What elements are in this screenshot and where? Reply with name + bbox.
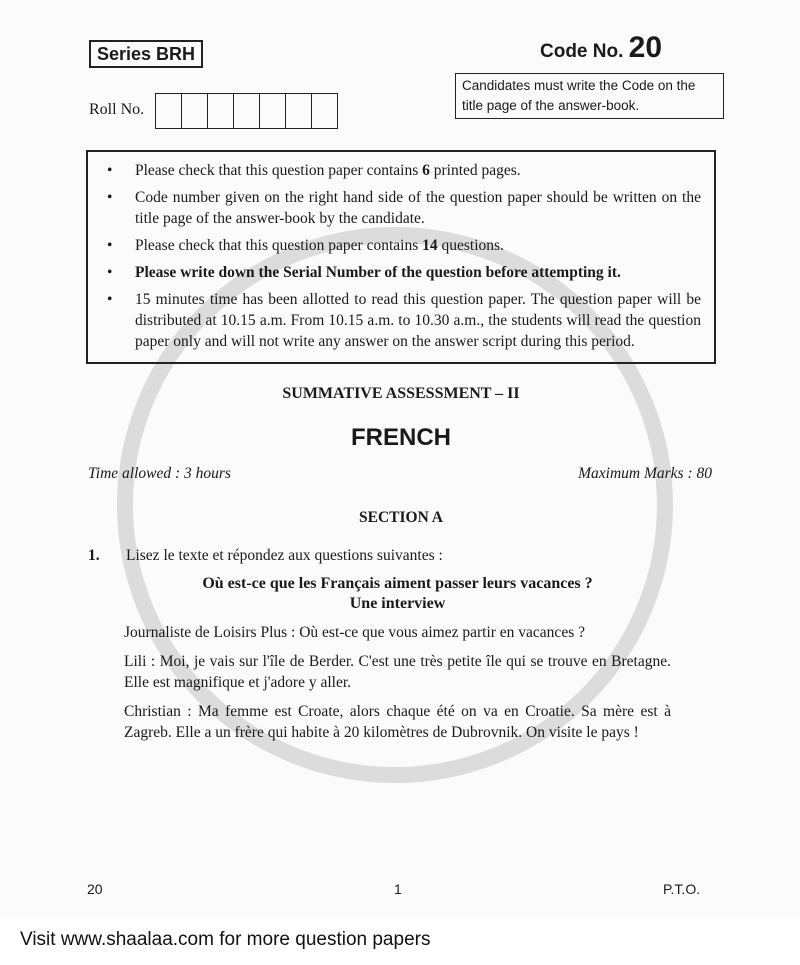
page-number: 1 bbox=[394, 881, 402, 897]
bullet-icon: • bbox=[107, 237, 113, 254]
visit-banner: Visit www.shaalaa.com for more question papers bbox=[20, 929, 431, 950]
passage-paragraph: Journaliste de Loisirs Plus : Où est-ce que vous aimez partir en vacances ? bbox=[124, 624, 585, 641]
passage-title: Où est-ce que les Français aiment passer leurs vacances ? bbox=[202, 575, 593, 592]
instruction-item bbox=[101, 187, 701, 229]
code-label: Code No. bbox=[540, 41, 624, 62]
instruction-item bbox=[101, 262, 701, 283]
instruction-text-bold: 14 bbox=[422, 237, 438, 254]
series-label: Series BRH bbox=[89, 40, 203, 68]
roll-box[interactable] bbox=[208, 93, 234, 129]
assessment-title: SUMMATIVE ASSESSMENT – II bbox=[282, 385, 520, 402]
code-note: Candidates must write the Code on the title page of the answer-book. bbox=[455, 73, 724, 119]
passage-paragraph: Lili : Moi, je vais sur l'île de Berder. C'est une très petite île qui se trouve en Bretagne. Elle est magnifique et j'adore y aller. bbox=[124, 653, 671, 691]
footer-code: 20 bbox=[87, 881, 103, 897]
instruction-text-bold: Please write down the Serial Number of the question before attempting it. bbox=[135, 264, 621, 281]
bullet-icon: • bbox=[107, 189, 113, 206]
instructions-box bbox=[86, 150, 716, 364]
instruction-text-post: printed pages. bbox=[429, 162, 521, 179]
passage-paragraph: Christian : Ma femme est Croate, alors chaque été on va en Croatie. Sa mère est à Zagreb. Elle a un frère qui habite à 20 kilomètres de Dubrovnik. On visite le pays ! bbox=[124, 703, 671, 741]
section-title: SECTION A bbox=[359, 509, 443, 526]
roll-box[interactable] bbox=[286, 93, 312, 129]
instruction-text-pre: Code number given on the right hand side of the question paper should be written on the title page of the answer-book by the candidate. bbox=[135, 189, 701, 227]
question-prompt: Lisez le texte et répondez aux questions suivantes : bbox=[126, 547, 443, 564]
instruction-text-post: questions. bbox=[437, 237, 504, 254]
time-allowed: Time allowed : 3 hours bbox=[88, 465, 231, 482]
code-number bbox=[540, 30, 662, 66]
passage-subtitle: Une interview bbox=[349, 595, 446, 612]
bullet-icon: • bbox=[107, 291, 113, 308]
subject-title: FRENCH bbox=[351, 424, 451, 451]
bullet-icon: • bbox=[107, 162, 113, 179]
roll-box[interactable] bbox=[234, 93, 260, 129]
bullet-icon: • bbox=[107, 264, 113, 281]
instruction-item bbox=[101, 160, 701, 181]
question-number: 1. bbox=[88, 547, 100, 564]
instruction-text-pre: Please check that this question paper contains bbox=[135, 237, 423, 254]
roll-label: Roll No. bbox=[89, 101, 145, 118]
instruction-text-pre: Please check that this question paper contains bbox=[135, 162, 423, 179]
passage bbox=[124, 574, 671, 743]
roll-box[interactable] bbox=[156, 93, 182, 129]
instruction-item bbox=[101, 235, 701, 256]
roll-box[interactable] bbox=[260, 93, 286, 129]
pto-label: P.T.O. bbox=[663, 881, 701, 897]
exam-meta-row bbox=[86, 464, 716, 484]
roll-box[interactable] bbox=[182, 93, 208, 129]
question-row bbox=[86, 546, 716, 566]
instruction-text-pre: 15 minutes time has been allotted to read this question paper. The question paper will be distributed at 10.15 a.m. From 10.15 a.m. to 10.30 a.m., the students will read the question paper only and will not write any answer on the answer script during this period. bbox=[135, 291, 701, 350]
instruction-item bbox=[101, 289, 701, 352]
roll-number-boxes bbox=[155, 93, 338, 129]
maximum-marks: Maximum Marks : 80 bbox=[578, 465, 712, 482]
instruction-text-bold: 6 bbox=[422, 162, 430, 179]
roll-box[interactable] bbox=[312, 93, 338, 129]
main-content bbox=[86, 150, 716, 743]
code-value: 20 bbox=[628, 31, 663, 64]
